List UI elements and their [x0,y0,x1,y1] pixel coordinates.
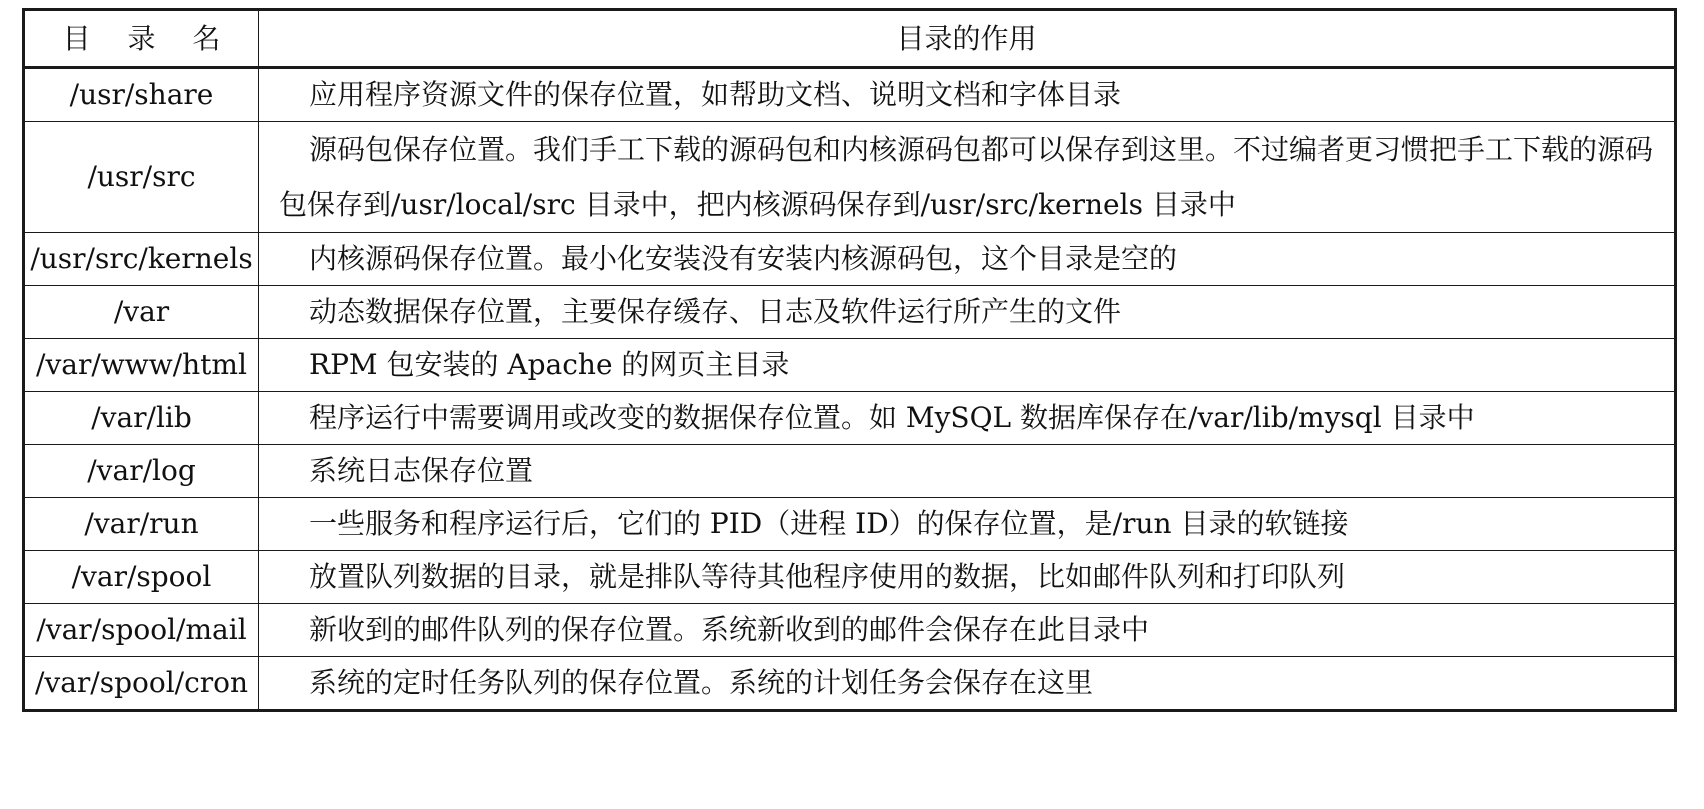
table-row [24,445,1676,498]
directory-name-cell: /var/lib [24,392,259,445]
directory-name-cell: /var/log [24,445,259,498]
directory-table-container [22,8,1677,712]
table-row [24,339,1676,392]
directory-name-cell: /usr/share [24,68,259,122]
table-header [24,10,1676,68]
directory-purpose-cell: 放置队列数据的目录，就是排队等待其他程序使用的数据，比如邮件队列和打印队列 [259,551,1676,604]
table-row [24,551,1676,604]
table-row [24,122,1676,233]
directory-purpose-table [22,8,1677,712]
table-row [24,68,1676,122]
directory-purpose-cell: RPM 包安装的 Apache 的网页主目录 [259,339,1676,392]
directory-name-cell: /usr/src/kernels [24,233,259,286]
directory-name-cell: /var/spool [24,551,259,604]
table-row [24,286,1676,339]
directory-purpose-cell: 系统日志保存位置 [259,445,1676,498]
header-row [24,10,1676,68]
header-directory-purpose: 目录的作用 [259,10,1676,68]
directory-purpose-cell: 程序运行中需要调用或改变的数据保存位置。如 MySQL 数据库保存在/var/lib/mysql 目录中 [259,392,1676,445]
directory-purpose-cell: 源码包保存位置。我们手工下载的源码包和内核源码包都可以保存到这里。不过编者更习惯把手工下载的源码包保存到/usr/local/src 目录中，把内核源码保存到/usr/src/kernels 目录中 [259,122,1676,233]
directory-name-cell: /usr/src [24,122,259,233]
directory-name-cell: /var/run [24,498,259,551]
directory-purpose-cell: 应用程序资源文件的保存位置，如帮助文档、说明文档和字体目录 [259,68,1676,122]
directory-name-cell: /var/spool/cron [24,657,259,711]
directory-purpose-cell: 新收到的邮件队列的保存位置。系统新收到的邮件会保存在此目录中 [259,604,1676,657]
directory-purpose-cell: 内核源码保存位置。最小化安装没有安装内核源码包，这个目录是空的 [259,233,1676,286]
directory-name-cell: /var/spool/mail [24,604,259,657]
table-row [24,498,1676,551]
directory-name-cell: /var [24,286,259,339]
directory-purpose-cell: 一些服务和程序运行后，它们的 PID（进程 ID）的保存位置，是/run 目录的软链接 [259,498,1676,551]
table-row [24,604,1676,657]
directory-purpose-cell: 动态数据保存位置，主要保存缓存、日志及软件运行所产生的文件 [259,286,1676,339]
table-row [24,657,1676,711]
table-row [24,392,1676,445]
table-row [24,233,1676,286]
header-directory-name: 目 录 名 [24,10,259,68]
directory-name-cell: /var/www/html [24,339,259,392]
table-body [24,68,1676,711]
directory-purpose-cell: 系统的定时任务队列的保存位置。系统的计划任务会保存在这里 [259,657,1676,711]
